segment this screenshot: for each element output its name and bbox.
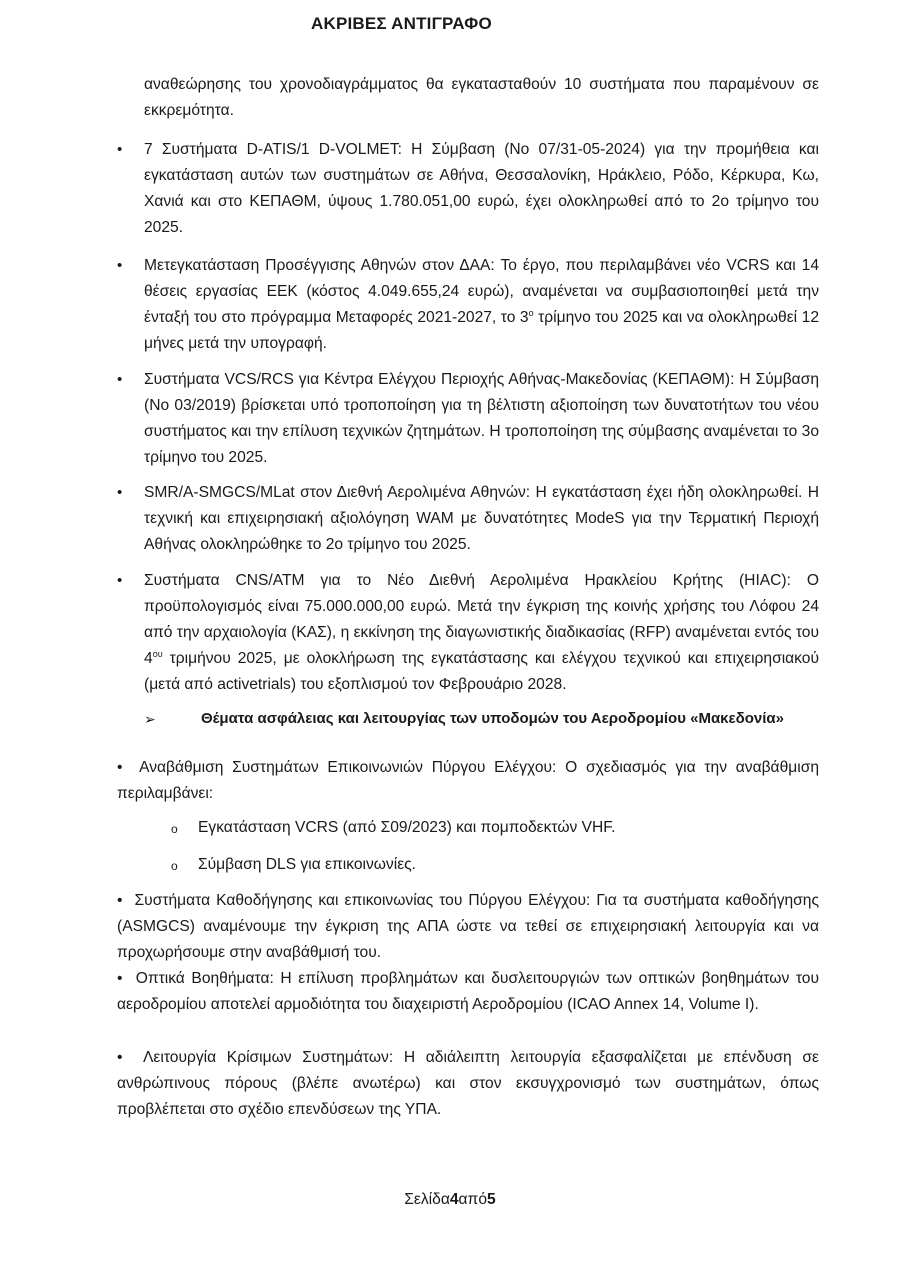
superscript-ordinal: ο <box>528 307 534 318</box>
paragraph-text: Οπτικά Βοηθήματα: Η επίλυση προβλημάτων και δυσλειτουργιών των οπτικών βοηθημάτων του αεροδρομίου αποτελεί αρμοδιότητα του διαχειριστή Αεροδρομίου (ICAO Annex 14, Volume I). <box>117 970 819 1013</box>
bullet-icon: • <box>117 892 123 909</box>
list-item-text: Συστήματα CNS/ATM για το Νέο Διεθνή Αερολιμένα Ηρακλείου Κρήτης (HIAC): Ο προϋπολογισμός είναι 75.000.000,00 ευρώ. Μετά την έγκριση της κοινής χρήσης του Λόφου 24 από την αρχαιολογία (ΚΑΣ), η εκκίνηση της διαγωνιστικής διαδικασίας (RFP) αναμένεται εντός του 4 <box>144 572 819 667</box>
paragraph-text: Αναβάθμιση Συστημάτων Επικοινωνιών Πύργου Ελέγχου: Ο σχεδιασμός για την αναβάθμιση περιλαμβάνει: <box>117 759 819 802</box>
section-paragraph <box>117 966 819 1018</box>
section-paragraph <box>117 888 819 966</box>
list-item-text: 7 Συστήματα D-ATIS/1 D-VOLMET: Η Σύμβαση (Νο 07/31-05-2024) για την προμήθεια και εγκατάσταση αυτών των συστημάτων σε Αθήνα, Θεσσαλονίκη, Ηράκλειο, Ρόδο, Κέρκυρα, Κω, Χανιά και στο ΚΕΠΑΘΜ, ύψους 1.780.051,00 ευρώ, έχει ολοκληρωθεί από το 2ο τρίμηνο του 2025. <box>144 141 819 236</box>
bullet-icon: • <box>117 759 123 776</box>
paragraph-text: Συστήματα Καθοδήγησης και επικοινωνίας του Πύργου Ελέγχου: Για τα συστήματα καθοδήγησης (ASMGCS) αναμένουμε την έγκριση της ΑΠΑ ώστε να τεθεί σε επιχειρησιακή λειτουργία και να προχωρήσουμε στην αναβάθμισή του. <box>117 892 819 961</box>
arrow-bullet-icon: ➢ <box>144 711 156 727</box>
paragraph-text: Λειτουργία Κρίσιμων Συστημάτων: Η αδιάλειπτη λειτουργία εξασφαλίζεται με επένδυση σε ανθρώπινους πόρους (βλέπε ανωτέρω) και στον εκσυγχρονισμό των συστημάτων, όπως προβλέπεται στο σχέδιο επενδύσεων της ΥΠΑ. <box>117 1049 819 1118</box>
list-item <box>117 253 819 357</box>
list-item-text: SMR/A-SMGCS/MLat στον Διεθνή Αερολιμένα Αθηνών: Η εγκατάσταση έχει ήδη ολοκληρωθεί. Η τεχνική και επιχειρησιακή αξιολόγηση WAM με δυνατότητες ModeS για την Τερματική Περιοχή Αθήνας ολοκληρώθηκε το 2ο τρίμηνο του 2025. <box>144 484 819 553</box>
sub-list-item <box>171 852 818 878</box>
bullet-icon: • <box>117 257 123 274</box>
list-item-text: Συστήματα VCS/RCS για Κέντρα Ελέγχου Περιοχής Αθήνας-Μακεδονίας (ΚΕΠΑΘΜ): Η Σύμβαση (Νο 03/2019) βρίσκεται υπό τροποποίηση για τη βέλτιστη αξιοποίηση των δυνατοτήτων του νέου συστήματος και την επίλυση τεχνικών ζητημάτων. Η τροποποίηση της σύμβασης αναμένεται το 3ο τρίμηνο του 2025. <box>144 371 819 466</box>
bullet-icon: • <box>117 141 123 158</box>
bullet-icon: • <box>117 484 123 501</box>
list-item <box>117 367 819 471</box>
document-header-title: ΑΚΡΙΒΕΣ ΑΝΤΙΓΡΑΦΟ <box>311 14 492 33</box>
list-item-text-cont: τρίμηνο του 2025 και να ολοκληρωθεί 12 μήνες μετά την υπογραφή. <box>144 309 819 352</box>
superscript-ordinal: ου <box>152 648 163 659</box>
bullet-icon: • <box>117 371 123 388</box>
section-paragraph <box>117 755 819 807</box>
of-label: από <box>458 1191 487 1208</box>
bullet-icon: • <box>117 970 123 987</box>
section-paragraph <box>117 1045 819 1123</box>
list-item-text-cont: τριμήνου 2025, με ολοκλήρωση της εγκατάστασης και ελέγχου τεχνικού και επιχειρησιακού (μετά από activetrials) του εξοπλισμού τον Φεβρουάριο 2028. <box>144 650 819 693</box>
sub-list-item <box>171 815 818 841</box>
page-footer <box>0 1191 900 1209</box>
sub-list-item-text: Εγκατάσταση VCRS (από Σ09/2023) και πομποδεκτών VHF. <box>198 819 616 836</box>
bullet-icon: • <box>117 572 123 589</box>
bullet-icon: • <box>117 1049 123 1066</box>
hollow-bullet-icon: o <box>171 859 178 873</box>
total-pages: 5 <box>487 1191 496 1208</box>
list-item <box>117 568 819 698</box>
hollow-bullet-icon: o <box>171 822 178 836</box>
page-number: 4 <box>449 1191 459 1208</box>
list-item <box>117 137 819 241</box>
sub-list-item-text: Σύμβαση DLS για επικοινωνίες. <box>198 856 416 873</box>
list-item <box>117 480 819 558</box>
list-item-text: Μετεγκατάσταση Προσέγγισης Αθηνών στον ΔΑΑ: Το έργο, που περιλαμβάνει νέο VCRS και 14 θέσεις εργασίας ΕΕΚ (κόστος 4.049.655,24 ευρώ), αναμένεται να συμβασιοποιηθεί μετά την ένταξή του στο πρόγραμμα Μεταφορές 2021-2027, το 3 <box>144 257 819 326</box>
continuation-paragraph: αναθεώρησης του χρονοδιαγράμματος θα εγκατασταθούν 10 συστήματα που παραμένουν σε εκκρεμότητα. <box>144 76 819 119</box>
section-heading-text: Θέματα ασφάλειας και λειτουργίας των υποδομών του Αεροδρομίου «Μακεδονία» <box>201 710 784 727</box>
page-label: Σελίδα <box>404 1191 450 1208</box>
